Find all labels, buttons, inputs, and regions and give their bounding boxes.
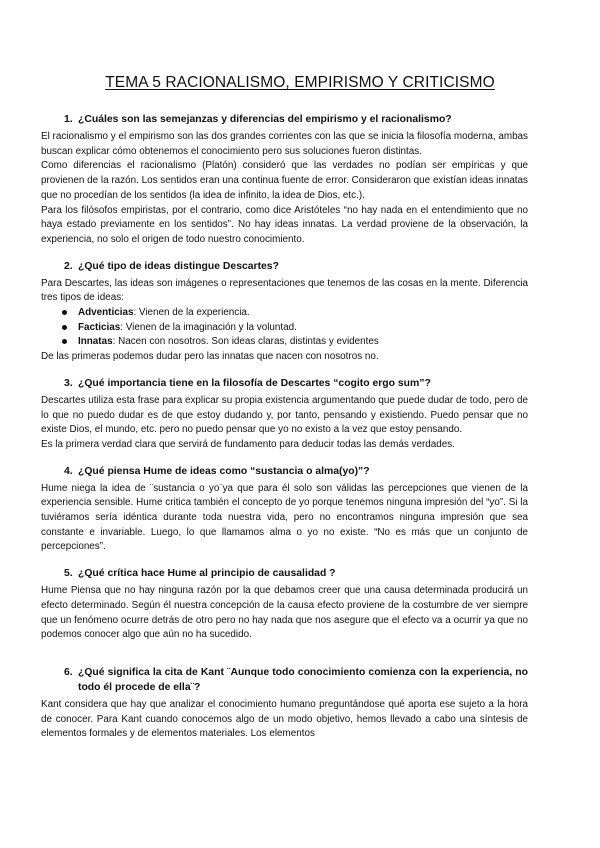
question-text: ¿Qué crítica hace Hume al principio de causalidad ? [78, 568, 336, 580]
section-4 [41, 464, 528, 556]
paragraph: Para los filósofos empiristas, por el contrario, como dice Aristóteles “no hay nada en el entendimiento que no haya estado previamente en los sentidos”. No hay ideas innatas. La verdad proviene de la observación, la experiencia, no solo el origen de todo nuestro conocimiento. [41, 204, 528, 245]
idea-types-list [41, 306, 528, 350]
section-2 [41, 259, 528, 365]
question-heading [41, 566, 528, 581]
bullet-icon [62, 339, 67, 344]
list-item-text: : Vienen de la experiencia. [133, 307, 250, 319]
question-number: 2. [64, 260, 73, 272]
paragraph: Hume niega la idea de ¨sustancia o yo¨ya que para él solo son válidas las percepciones que vienen de la experiencia sensible. Hume critica también el concepto de yo porque tenemos ninguna impresión del “yo”. Si la tuviéramos sería idéntica durante toda nuestra vida, pero no encontramos ninguna impresión que sea constante e invariable. Luego, lo que llamamos alma o yo no existe. “No es más que un conjunto de percepciones”. [41, 482, 528, 553]
document-body [41, 112, 528, 753]
list-item-text: : Nacen con nosotros. Son ideas claras, distintas y evidentes [112, 336, 379, 348]
question-number: 4. [64, 465, 73, 477]
section-5 [41, 566, 528, 643]
question-text: ¿Qué piensa Hume de ideas como “sustancia o alma(yo)”? [78, 465, 370, 477]
question-number: 3. [64, 377, 73, 389]
list-item-term: Facticias [78, 321, 121, 333]
section-6 [41, 665, 528, 742]
page-title: TEMA 5 RACIONALISMO, EMPIRISMO Y CRITICISMO [105, 74, 495, 91]
paragraph: Como diferencias el racionalismo (Platón) consideró que las verdades no podían ser empíricas y que provienen de la razón. Los sentidos eran una continua fuente de error. Consideraron que existían ideas innatas que no procedían de los sentidos (la idea de infinito, la idea de Dios, etc.). [41, 160, 528, 201]
question-text: ¿Qué significa la cita de Kant ¨Aunque todo conocimiento comienza con la experiencia, no todo él procede de ella¨? [78, 666, 528, 693]
paragraph: Es la primera verdad clara que servirá de fundamento para deducir todas las demás verdades. [41, 438, 455, 450]
question-heading [41, 665, 528, 695]
bullet-icon [62, 325, 67, 330]
question-heading [41, 112, 528, 127]
question-text: ¿Qué tipo de ideas distingue Descartes? [78, 260, 279, 272]
paragraph: El racionalismo y el empirismo son las dos grandes corrientes con las que se inicia la filosofía moderna, ambas buscan explicar cómo obtenemos el conocimiento pero sus soluciones fueron distintas. [41, 131, 528, 157]
list-item-term: Adventicias [78, 307, 134, 319]
paragraph: Hume Piensa que no hay ninguna razón por la que debamos creer que una causa determinada producirá un efecto determinado. Según él nuestra concepción de la causa efecto proviene de la costumbre de ver siempre que un fenómeno ocurre detrás de otro pero no hay nada que nos asegure que el efecto va a ocurrir ya que no podemos conocer algo que aún no ha sucedido. [41, 585, 528, 641]
list-item-text: : Vienen de la imaginación y la voluntad. [120, 321, 297, 333]
question-text: ¿Cuáles son las semejanzas y diferencias del empirismo y el racionalismo? [78, 114, 452, 125]
question-number: 1. [64, 114, 73, 125]
question-text: ¿Qué importancia tiene en la filosofía de Descartes “cogito ergo sum”? [78, 377, 431, 389]
section-3 [41, 376, 528, 453]
bullet-icon [62, 310, 67, 315]
list-item [62, 321, 528, 336]
list-item [62, 306, 528, 321]
section-1 [41, 112, 528, 248]
paragraph: Kant considera que hay que analizar el conocimiento humano preguntándose qué aporta ese sujeto a la hora de conocer. Para Kant cuando conocemos algo de un modo objetivo, hemos llevado a cabo una síntesis de elementos formales y de elementos materiales. Los elementos [41, 698, 528, 740]
question-heading [41, 376, 528, 391]
list-item [62, 335, 528, 350]
question-number: 5. [64, 568, 73, 580]
paragraph: Para Descartes, las ideas son imágenes o representaciones que tenemos de las cosas en la mente. Diferencia tres tipos de ideas: [41, 277, 528, 304]
question-heading [41, 259, 528, 274]
list-item-term: Innatas [78, 336, 113, 348]
question-heading [41, 464, 528, 479]
paragraph: De las primeras podemos dudar pero las innatas que nacen con nosotros no. [41, 351, 379, 363]
question-number: 6. [64, 666, 73, 678]
paragraph: Descartes utiliza esta frase para explicar su propia existencia argumentando que puede dudar de todo, pero de lo que no puedo dudar es de que estoy dudando y, por tanto, pensando y existiendo. Puedo pensar que no existe Dios, el mundo, etc. pero no puedo pensar que yo no existo a la vez que estoy pensando. [41, 394, 528, 436]
